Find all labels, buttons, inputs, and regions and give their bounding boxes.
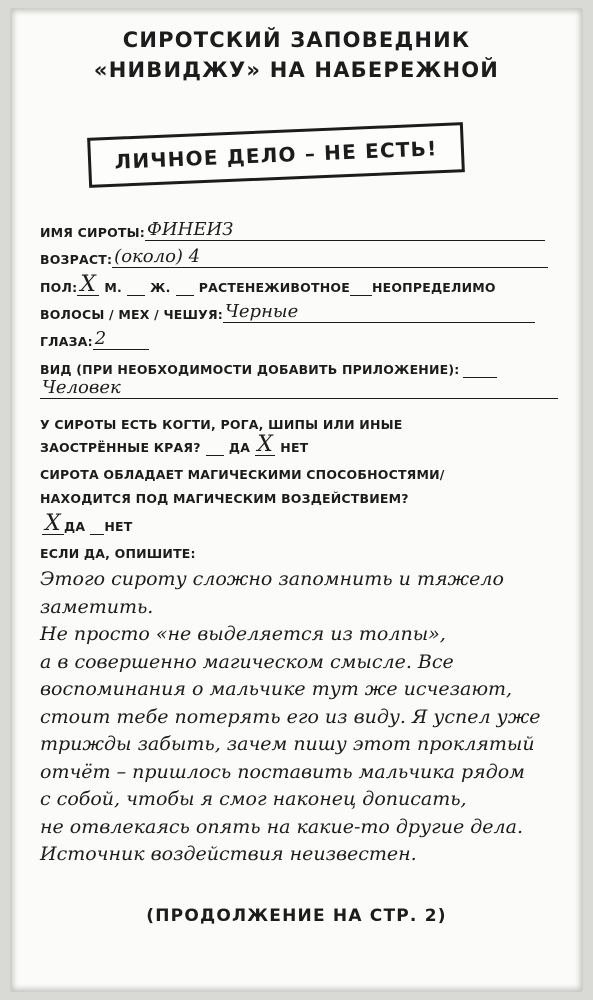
age-value: (около) 4 bbox=[114, 246, 201, 267]
field-species bbox=[40, 359, 559, 378]
claws-mark: Х bbox=[257, 432, 273, 457]
description-line: Не просто «не выделяется из толпы», bbox=[40, 623, 446, 645]
field-hair bbox=[40, 301, 559, 323]
species-line bbox=[40, 377, 558, 399]
claws-mark-line bbox=[255, 432, 275, 457]
sex-opt-m: М. bbox=[104, 280, 122, 295]
magic-question-2 bbox=[40, 488, 559, 507]
description-line: заметить. bbox=[40, 595, 154, 618]
description-line: воспоминания о мальчике тут же исчезают, bbox=[40, 678, 513, 700]
description-line: Этого сироту сложно запомнить и тяжело bbox=[40, 568, 504, 590]
hair-label: ВОЛОСЫ / МЕХ / ЧЕШУЯ: bbox=[40, 307, 223, 322]
eyes-line bbox=[93, 328, 149, 350]
magic-question-1 bbox=[40, 464, 559, 483]
sex-label: ПОЛ: bbox=[40, 280, 78, 295]
sex-mark: Х bbox=[80, 272, 96, 297]
species-tail-line bbox=[463, 359, 497, 378]
header-line-1: СИРОТСКИЙ ЗАПОВЕДНИК bbox=[122, 28, 471, 52]
magic-answer bbox=[40, 511, 559, 536]
sex-mark-line bbox=[77, 272, 99, 297]
name-value: ФИНЕИЗ bbox=[146, 219, 234, 240]
magic-no-blank bbox=[90, 520, 104, 535]
claws-q2-text: ЗАОСТРЁННЫЕ КРАЯ? bbox=[40, 440, 201, 455]
description-line: не отвлекаясь опять на какие-то другие дела. bbox=[40, 815, 523, 838]
sex-blank-plant bbox=[176, 281, 194, 296]
claws-question-1 bbox=[40, 414, 559, 433]
age-line bbox=[112, 246, 548, 268]
description-text bbox=[40, 566, 560, 869]
hair-line bbox=[223, 301, 535, 323]
describe-label-row bbox=[40, 543, 559, 562]
magic-q1-text: СИРОТА ОБЛАДАЕТ МАГИЧЕСКИМИ СПОСОБНОСТЯМИ/ bbox=[40, 467, 445, 482]
description-line: с собой, чтобы я смог наконец дописать, bbox=[40, 788, 467, 810]
continuation-note: (ПРОДОЛЖЕНИЕ НА СТР. 2) bbox=[146, 906, 447, 926]
description-line: Источник воздействия неизвестен. bbox=[40, 843, 417, 865]
name-line bbox=[145, 219, 545, 241]
field-age bbox=[40, 246, 559, 268]
name-label: ИМЯ СИРОТЫ: bbox=[40, 225, 145, 240]
field-eyes bbox=[40, 328, 559, 350]
field-sex bbox=[40, 272, 559, 297]
field-name bbox=[40, 219, 559, 241]
claws-yes-blank bbox=[206, 441, 224, 456]
description-line: а в совершенно магическом смысле. Все bbox=[40, 650, 454, 673]
description-line: отчёт – пришлось поставить мальчика рядом bbox=[40, 760, 525, 783]
description-line: стоит тебе потерять его из виду. Я успел уже bbox=[40, 705, 541, 728]
sex-opt-plant: РАСТЕНЕЖИВОТНОЕ bbox=[198, 280, 350, 295]
header-line-2: «НИВИДЖУ» НА НАБЕРЕЖНОЙ bbox=[93, 58, 500, 82]
claws-no: НЕТ bbox=[280, 440, 309, 455]
sex-blank-undef bbox=[350, 281, 372, 296]
magic-q2-text: НАХОДИТСЯ ПОД МАГИЧЕСКИМ ВОЗДЕЙСТВИЕМ? bbox=[40, 491, 409, 506]
magic-mark: Х bbox=[45, 511, 61, 536]
eyes-value: 2 bbox=[94, 328, 107, 349]
sex-blank-f bbox=[127, 281, 145, 296]
claws-yes: ДА bbox=[228, 440, 251, 455]
claws-question-2 bbox=[40, 432, 559, 457]
age-label: ВОЗРАСТ: bbox=[40, 252, 113, 267]
hair-value: Черные bbox=[224, 301, 299, 322]
sex-opt-undef: НЕОПРЕДЕЛИМО bbox=[371, 280, 496, 295]
field-species-value bbox=[40, 377, 559, 399]
magic-yes: ДА bbox=[64, 519, 86, 534]
description-line: трижды забыть, зачем пишу этот проклятый bbox=[40, 733, 535, 755]
sex-opt-f: Ж. bbox=[150, 280, 171, 295]
magic-no: НЕТ bbox=[104, 519, 133, 534]
magic-mark-line bbox=[42, 511, 64, 536]
claws-q1-text: У СИРОТЫ ЕСТЬ КОГТИ, РОГА, ШИПЫ ИЛИ ИНЫЕ bbox=[40, 417, 403, 432]
eyes-label: ГЛАЗА: bbox=[40, 334, 93, 349]
species-label: ВИД (ПРИ НЕОБХОДИМОСТИ ДОБАВИТЬ ПРИЛОЖЕНИЕ): bbox=[40, 362, 460, 377]
species-value: Человек bbox=[42, 377, 121, 398]
describe-label: ЕСЛИ ДА, ОПИШИТЕ: bbox=[40, 546, 196, 561]
stamp-text: ЛИЧНОЕ ДЕЛО – НЕ ЕСТЬ! bbox=[114, 136, 438, 174]
